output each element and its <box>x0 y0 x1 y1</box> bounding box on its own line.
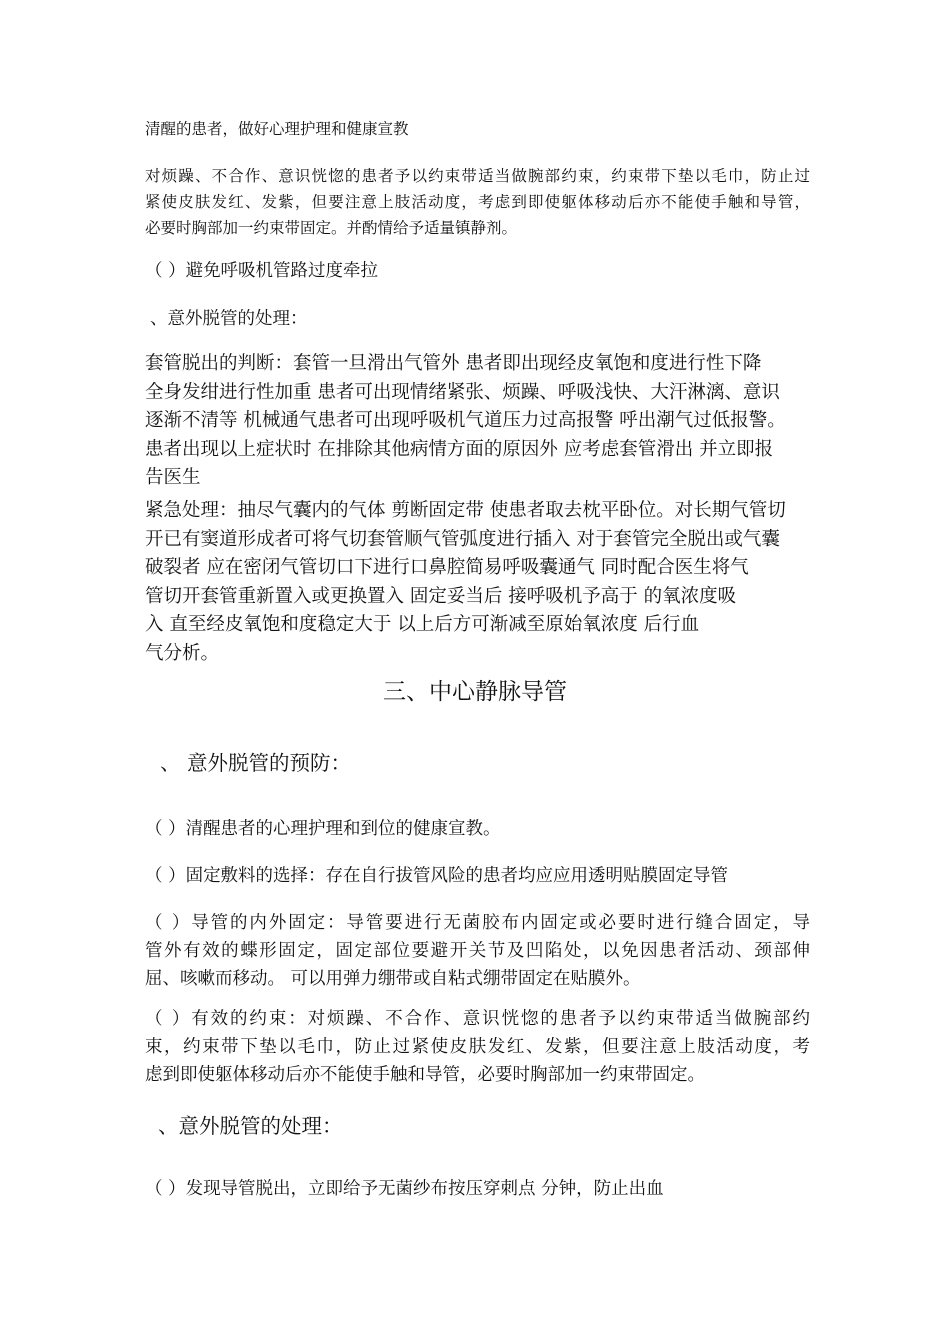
subheading-prevention: 、 意外脱管的预防： <box>160 751 352 775</box>
text-line: 入 直至经皮氧饱和度稳定大于 以上后方可渐减至原始氧浓度 后行血 <box>145 614 700 635</box>
text-line: 紧急处理：抽尽气囊内的气体 剪断固定带 使患者取去枕平卧位。对长期气管切 <box>145 500 786 521</box>
subheading-handling: 、意外脱管的处理： <box>158 1114 343 1138</box>
text-line: （ ）清醒患者的心理护理和到位的健康宣教。 <box>145 819 501 839</box>
text-line: 对烦躁、不合作、意识恍惚的患者予以约束带适当做腕部约束，约束带下垫以毛巾，防止过 <box>145 167 810 185</box>
paragraph-internal-external-fixation <box>145 909 810 993</box>
heading-accidental-extubation-handling <box>150 305 815 333</box>
text-line: 虑到即使躯体移动后亦不能使手触和导管，必要时胸部加一约束带固定。 <box>145 1065 705 1085</box>
text-line: 屈、咳嗽而移动。 可以用弹力绷带或自粘式绷带固定在贴膜外。 <box>145 969 641 989</box>
text-line: 告医生 <box>145 467 201 488</box>
paragraph-ventilator-tubing <box>145 257 810 285</box>
text-line: 清醒的患者，做好心理护理和健康宣教 <box>145 120 409 138</box>
text-line: 紧使皮肤发红、发紫，但要注意上肢活动度，考虑到即使躯体移动后亦不能使手触和导管， <box>145 193 810 211</box>
text-line: （ ）固定敷料的选择：存在自行拔管风险的患者均应应用透明贴膜固定导管 <box>145 866 729 886</box>
paragraph-tube-dislodgement-judgement <box>145 350 810 493</box>
text-line: 破裂者 应在密闭气管切口下进行口鼻腔简易呼吸囊通气 同时配合医生将气 <box>145 557 749 578</box>
text-line: 逐渐不清等 机械通气患者可出现呼吸机气道压力过高报警 呼出潮气过低报警。 <box>145 410 786 431</box>
paragraph-restraint <box>145 163 810 241</box>
text-line: 、意外脱管的处理： <box>150 309 308 329</box>
paragraph-effective-restraint <box>145 1005 810 1089</box>
text-line: （ ）发现导管脱出，立即给予无菌纱布按压穿刺点 分钟，防止出血 <box>145 1179 664 1199</box>
text-line: 束，约束带下垫以毛巾，防止过紧使皮肤发红、发紫，但要注意上肢活动度，考 <box>145 1037 810 1057</box>
text-line: （ ）有效的约束：对烦躁、不合作、意识恍惚的患者予以约束带适当做腕部约 <box>145 1009 810 1029</box>
paragraph-psych-care <box>145 815 810 843</box>
text-line: 气分析。 <box>145 642 220 664</box>
text-line: 管外有效的蝶形固定，固定部位要避开关节及凹陷处，以免因患者活动、颈部伸 <box>145 941 810 961</box>
text-line: （ ）避免呼吸机管路过度牵拉 <box>145 261 379 281</box>
text-line: （ ）导管的内外固定：导管要进行无菌胶布内固定或必要时进行缝合固定，导 <box>145 913 810 933</box>
text-line: 全身发绀进行性加重 患者可出现情绪紧张、烦躁、呼吸浅快、大汗淋漓、意识 <box>145 381 780 403</box>
text-line: 套管脱出的判断：套管一旦滑出气管外 患者即出现经皮氧饱和度进行性下降 <box>145 353 762 374</box>
text-line: 开已有窦道形成者可将气切套管顺气管弧度进行插入 对于套管完全脱出或气囊 <box>145 528 780 550</box>
paragraph-emergency-handling <box>145 497 810 668</box>
text-line: 管切开套管重新置入或更换置入 固定妥当后 接呼吸机予高于 的氧浓度吸 <box>145 585 737 607</box>
text-line: 患者出现以上症状时 在排除其他病情方面的原因外 应考虑套管滑出 并立即报 <box>145 438 774 460</box>
paragraph-dislodged-catheter <box>145 1175 810 1203</box>
paragraph-calm-patient <box>145 116 810 142</box>
section-heading-central-venous-catheter: 三、中心静脉导管 <box>383 679 567 705</box>
paragraph-dressing-choice <box>145 862 810 890</box>
text-line: 必要时胸部加一约束带固定。并酌情给予适量镇静剂。 <box>145 219 518 237</box>
